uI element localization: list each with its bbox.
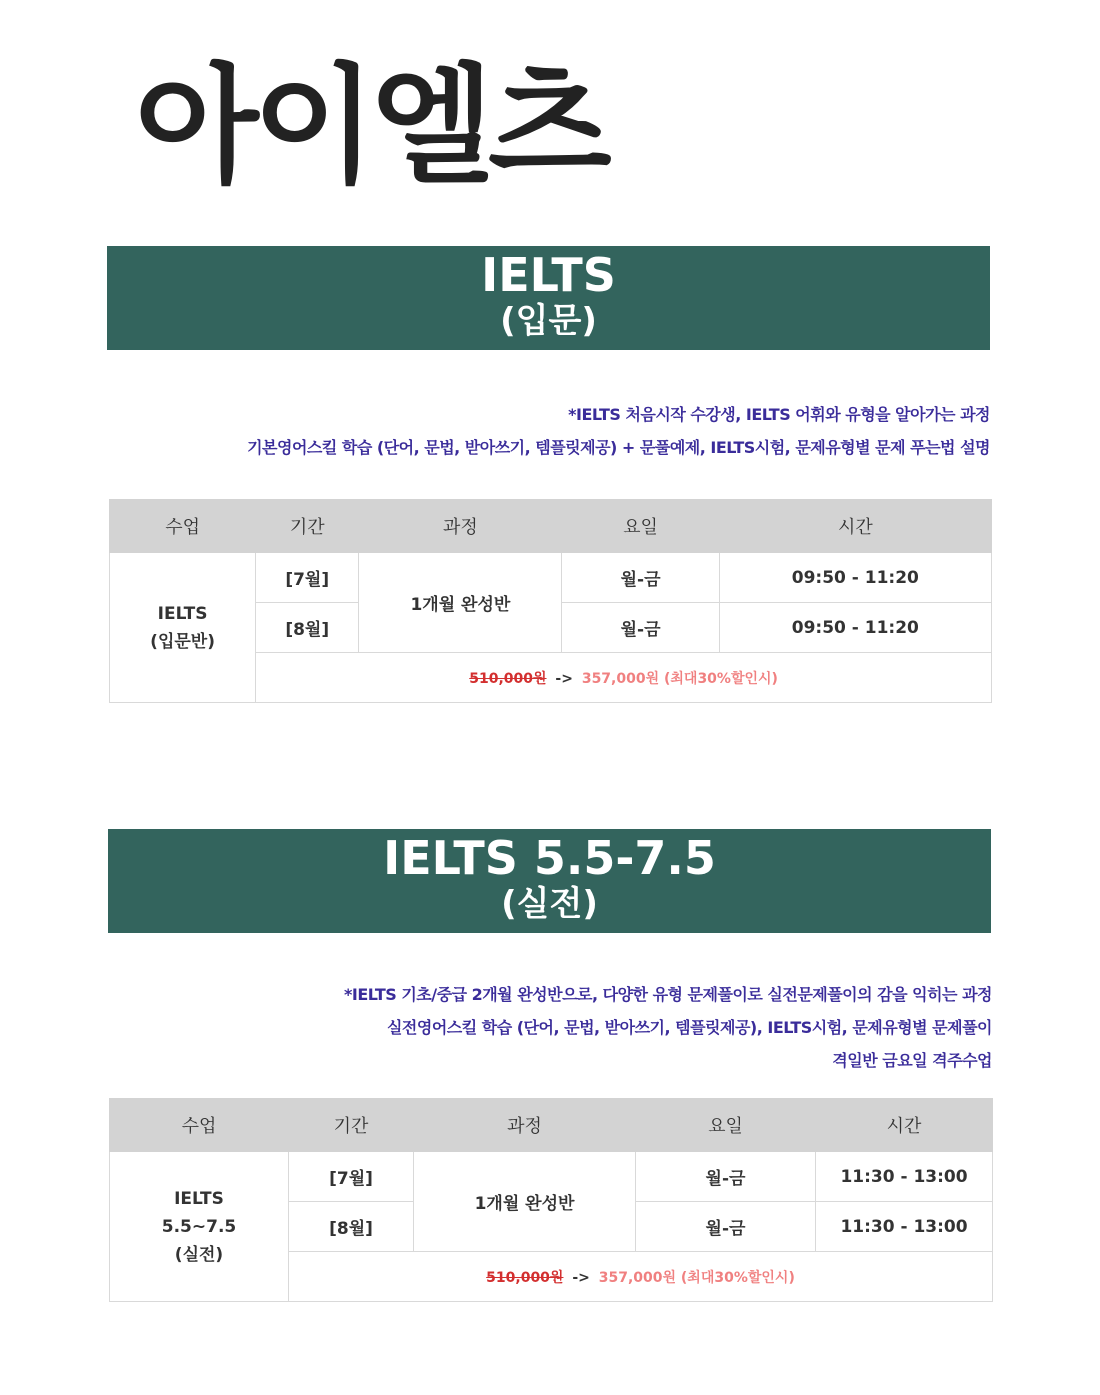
description-line: *IELTS 처음시작 수강생, IELTS 어휘와 유형을 알아가는 과정 [568,405,990,424]
header-course: 과정 [359,500,562,553]
page-title: 아이엘츠 [135,52,606,201]
price-arrow: -> [572,1269,590,1286]
header-time: 시간 [719,500,991,553]
discount-price: 357,000원 (최대30%할인시) [598,1269,795,1286]
header-time: 시간 [816,1099,993,1152]
days-cell: 월-금 [636,1152,816,1202]
period-cell: [7월] [256,553,359,603]
table-header-row [110,1099,993,1152]
course-banner-advanced [108,829,991,933]
description-line: 기본영어스킬 학습 (단어, 문법, 받아쓰기, 템플릿제공) + 문풀예제, IELTS시험, 문제유형별 문제 푸는법 설명 [247,438,990,457]
price-arrow: -> [555,670,573,687]
header-days: 요일 [636,1099,816,1152]
course-description-intro [247,398,990,464]
course-type-cell: 1개월 완성반 [359,553,562,653]
header-class: 수업 [110,1099,289,1152]
class-name-line: IELTS [157,603,208,624]
table-header-row [110,500,992,553]
schedule-table-advanced [109,1098,993,1302]
course-banner-intro [107,246,990,350]
class-name-line: (입문반) [150,631,215,652]
header-course: 과정 [414,1099,636,1152]
days-cell: 월-금 [636,1202,816,1252]
header-class: 수업 [110,500,256,553]
class-name-cell [110,1152,289,1302]
original-price: 510,000원 [469,670,547,687]
time-cell: 09:50 - 11:20 [719,603,991,653]
time-cell: 11:30 - 13:00 [816,1202,993,1252]
course-type-cell: 1개월 완성반 [414,1152,636,1252]
schedule-table-intro [109,499,992,703]
original-price: 510,000원 [486,1269,564,1286]
period-cell: [8월] [256,603,359,653]
description-line: 실전영어스킬 학습 (단어, 문법, 받아쓰기, 템플릿제공), IELTS시험, 문제유형별 문제풀이 [386,1018,992,1037]
class-name-line: 5.5~7.5 [161,1216,237,1237]
table-row [110,1152,993,1202]
class-name-line: (실전) [174,1244,224,1265]
header-days: 요일 [562,500,719,553]
time-cell: 11:30 - 13:00 [816,1152,993,1202]
days-cell: 월-금 [562,553,719,603]
description-line: *IELTS 기초/중급 2개월 완성반으로, 다양한 유형 문제풀이로 실전문제풀이의 감을 익히는 과정 [344,985,992,1004]
banner-title: IELTS [481,248,616,302]
banner-title: IELTS 5.5-7.5 [383,831,716,885]
class-name-cell [110,553,256,703]
banner-subtitle: (실전) [501,884,598,924]
class-name-line: IELTS [174,1188,224,1209]
description-line: 격일반 금요일 격주수업 [832,1051,992,1070]
period-cell: [8월] [289,1202,414,1252]
days-cell: 월-금 [562,603,719,653]
period-cell: [7월] [289,1152,414,1202]
header-period: 기간 [256,500,359,553]
time-cell: 09:50 - 11:20 [719,553,991,603]
header-period: 기간 [289,1099,414,1152]
discount-price: 357,000원 (최대30%할인시) [581,670,778,687]
banner-subtitle: (입문) [500,301,597,341]
price-cell [256,653,992,703]
price-cell [289,1252,993,1302]
table-row [110,553,992,603]
course-description-advanced [344,978,992,1077]
